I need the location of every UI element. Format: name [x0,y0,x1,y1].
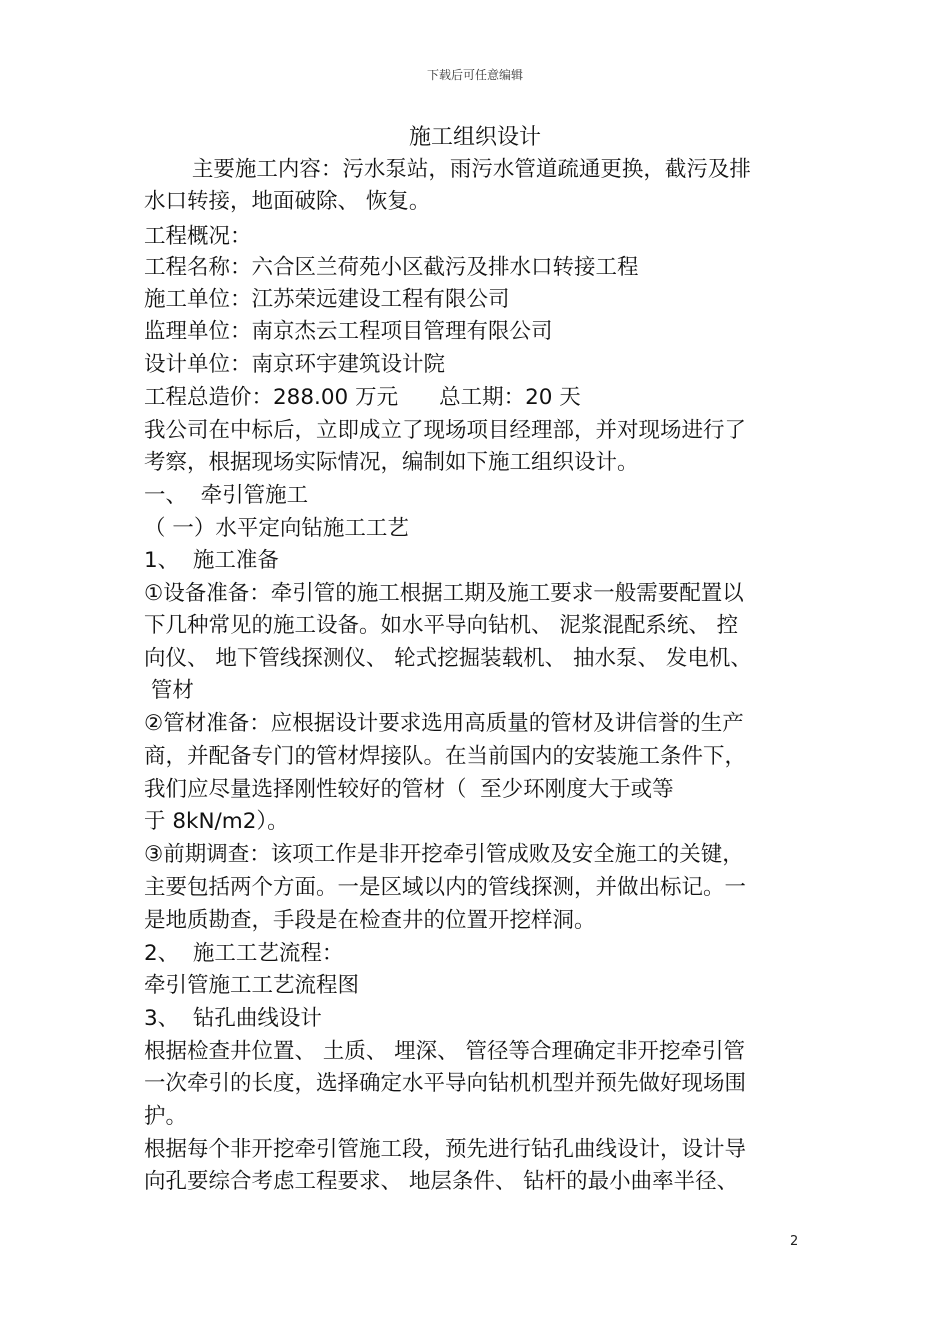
text-line: 我们应尽量选择刚性较好的管材（ 至少环刚度大于或等 [144,777,674,802]
text-line: 1、 施工准备 [144,548,279,573]
document-title: 施工组织设计 [408,125,541,150]
text-line: 商，并配备专门的管材焊接队。在当前国内的安装施工条件下， [144,744,747,769]
text-line: 于 8kN/m2）。 [144,809,289,834]
text-line: 主要包括两个方面。一是区域以内的管线探测，并做出标记。一 [144,875,747,900]
text-line: 施工单位：江苏荣远建设工程有限公司 [144,287,510,312]
text-line: 工程概况： [144,224,252,249]
text-line: 下几种常见的施工设备。如水平导向钻机、 泥浆混配系统、 控 [144,613,739,638]
text-line: 工程名称：六合区兰荷苑小区截污及排水口转接工程 [144,255,639,280]
text-line: 水口转接，地面破除、 恢复。 [144,189,431,214]
text-line: 根据检查井位置、 土质、 埋深、 管径等合理确定非开挖牵引管 [144,1039,746,1064]
text-line: 主要施工内容：污水泵站，雨污水管道疏通更换，截污及排 [144,157,751,182]
text-line: 管材 [144,678,194,703]
text-line: 设计单位：南京环宇建筑设计院 [144,352,446,377]
text-line: 监理单位：南京杰云工程项目管理有限公司 [144,319,553,344]
text-line: ③前期调查：该项工作是非开挖牵引管成败及安全施工的关键， [144,842,744,867]
text-line: 考察，根据现场实际情况，编制如下施工组织设计。 [144,450,639,475]
page-header: 下载后可任意编辑 [426,68,523,82]
text-line: 是地质勘查，手段是在检查井的位置开挖样洞。 [144,908,596,933]
text-line: 向仪、 地下管线探测仪、 轮式挖掘装载机、 抽水泵、 发电机、 [144,646,752,671]
text-line: ①设备准备：牵引管的施工根据工期及施工要求一般需要配置以 [144,581,744,606]
text-line: 我公司在中标后，立即成立了现场项目经理部，并对现场进行了 [144,418,747,443]
text-line: 牵引管施工工艺流程图 [144,973,360,998]
text-line: 向孔要综合考虑工程要求、 地层条件、 钻杆的最小曲率半径、 [144,1169,739,1194]
text-line: ②管材准备：应根据设计要求选用高质量的管材及讲信誉的生产 [144,711,744,736]
text-line: （ 一）水平定向钻施工工艺 [144,516,409,541]
text-line: 工程总造价：288.00 万元 总工期：20 天 [144,385,581,410]
text-line: 3、 钻孔曲线设计 [144,1006,322,1031]
text-line: 2、 施工工艺流程： [144,941,344,966]
page-number: 2 [790,1234,799,1249]
text-line: 根据每个非开挖牵引管施工段，预先进行钻孔曲线设计，设计导 [144,1137,747,1162]
text-line: 护。 [144,1104,188,1129]
text-line: 一、 牵引管施工 [144,483,309,508]
text-line: 一次牵引的长度，选择确定水平导向钻机机型并预先做好现场围 [144,1071,747,1096]
